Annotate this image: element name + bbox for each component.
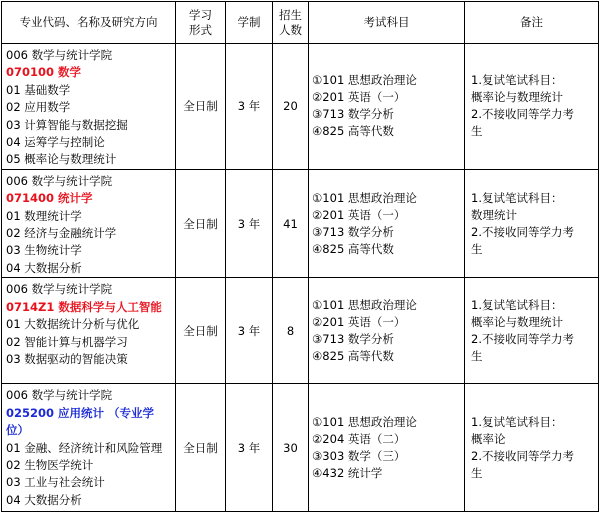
note-line: 2.不接收同等学力考 (471, 448, 574, 463)
exam-item: ③713 数学分析 (312, 331, 394, 346)
header-quota: 招生 人数 (273, 2, 309, 44)
direction-item: 03 数据驱动的智能决策 (6, 351, 128, 366)
notes-cell (465, 384, 599, 512)
table-row (2, 44, 599, 170)
note-line: 概率论与数理统计 (471, 314, 563, 329)
mode-cell: 全日制 (176, 278, 226, 384)
school-name: 006 数学与统计学院 (6, 173, 113, 188)
direction-item: 02 生物医学统计 (6, 457, 94, 472)
program-cell (2, 169, 176, 277)
mode-cell: 全日制 (176, 384, 226, 512)
header-row (2, 2, 599, 44)
note-line: 生 (471, 124, 483, 139)
direction-item: 03 工业与社会统计 (6, 475, 105, 490)
quota-cell: 41 (273, 169, 309, 277)
notes-cell (465, 44, 599, 170)
quota-cell: 20 (273, 44, 309, 170)
header-notes: 备注 (465, 2, 599, 44)
note-line: 1.复试笔试科目： (471, 73, 563, 88)
note-line: 2.不接收同等学力考 (471, 107, 574, 122)
duration-cell: 3 年 (226, 169, 273, 277)
exam-item: ①101 思想政治理论 (312, 190, 417, 205)
direction-item: 04 运筹学与控制论 (6, 135, 105, 150)
header-program: 专业代码、名称及研究方向 (2, 2, 176, 44)
table-row (2, 278, 599, 384)
note-line: 生 (471, 348, 483, 363)
direction-item: 01 基础数学 (6, 82, 71, 97)
note-line: 1.复试笔试科目： (471, 414, 563, 429)
direction-item: 01 数理统计学 (6, 208, 82, 223)
major-name: 0714Z1 数据科学与人工智能 (6, 299, 162, 314)
quota-cell: 30 (273, 384, 309, 512)
exams-cell (309, 169, 465, 277)
exams-cell (309, 384, 465, 512)
note-line: 2.不接收同等学力考 (471, 331, 574, 346)
exam-item: ③713 数学分析 (312, 107, 394, 122)
school-name: 006 数学与统计学院 (6, 388, 113, 403)
program-cell (2, 278, 176, 384)
note-line: 概率论与数理统计 (471, 90, 563, 105)
duration-cell: 3 年 (226, 278, 273, 384)
exam-item: ②201 英语（一） (312, 314, 406, 329)
note-line: 2.不接收同等学力考 (471, 224, 574, 239)
program-cell (2, 44, 176, 170)
exams-cell (309, 44, 465, 170)
direction-item: 04 大数据分析 (6, 260, 82, 275)
exams-cell (309, 278, 465, 384)
school-name: 006 数学与统计学院 (6, 48, 113, 62)
duration-cell: 3 年 (226, 44, 273, 170)
note-line: 概率论 (471, 431, 506, 446)
exam-item: ④825 高等代数 (312, 124, 394, 139)
direction-item: 01 金融、经济统计和风险管理 (6, 440, 163, 455)
exam-item: ④825 高等代数 (312, 348, 394, 363)
note-line: 数理统计 (471, 207, 517, 222)
direction-item: 02 经济与金融统计学 (6, 226, 117, 241)
direction-item: 04 大数据分析 (6, 492, 82, 507)
header-exams: 考试科目 (309, 2, 465, 44)
exam-item: ③303 数学（三） (312, 448, 406, 463)
notes-cell (465, 278, 599, 384)
direction-item: 02 智能计算与机器学习 (6, 334, 128, 349)
exam-item: ②204 英语（二） (312, 431, 406, 446)
exam-item: ④825 高等代数 (312, 241, 394, 256)
major-name: 025200 应用统计 （专业学位） (6, 405, 155, 438)
direction-item: 03 计算智能与数据挖掘 (6, 117, 128, 132)
direction-item: 03 生物统计学 (6, 243, 82, 258)
major-name: 070100 数学 (6, 65, 82, 80)
exam-item: ③713 数学分析 (312, 224, 394, 239)
school-name: 006 数学与统计学院 (6, 282, 113, 297)
direction-item: 01 大数据统计分析与优化 (6, 317, 140, 332)
exam-item: ①101 思想政治理论 (312, 414, 417, 429)
table-row (2, 169, 599, 277)
direction-item: 02 应用数学 (6, 100, 71, 115)
mode-cell: 全日制 (176, 169, 226, 277)
header-mode: 学习 形式 (176, 2, 226, 44)
note-line: 1.复试笔试科目： (471, 190, 563, 205)
exam-item: ①101 思想政治理论 (312, 73, 417, 88)
admissions-table (1, 1, 599, 512)
program-cell (2, 384, 176, 512)
header-duration: 学制 (226, 2, 273, 44)
exam-item: ①101 思想政治理论 (312, 297, 417, 312)
duration-cell: 3 年 (226, 384, 273, 512)
major-name: 071400 统计学 (6, 191, 93, 206)
direction-item: 05 概率论与数理统计 (6, 152, 117, 167)
note-line: 生 (471, 241, 483, 256)
notes-cell (465, 169, 599, 277)
exam-item: ②201 英语（一） (312, 207, 406, 222)
exam-item: ④432 统计学 (312, 465, 383, 480)
note-line: 生 (471, 465, 483, 480)
table-row (2, 384, 599, 512)
quota-cell: 8 (273, 278, 309, 384)
mode-cell: 全日制 (176, 44, 226, 170)
note-line: 1.复试笔试科目： (471, 297, 563, 312)
exam-item: ②201 英语（一） (312, 90, 406, 105)
